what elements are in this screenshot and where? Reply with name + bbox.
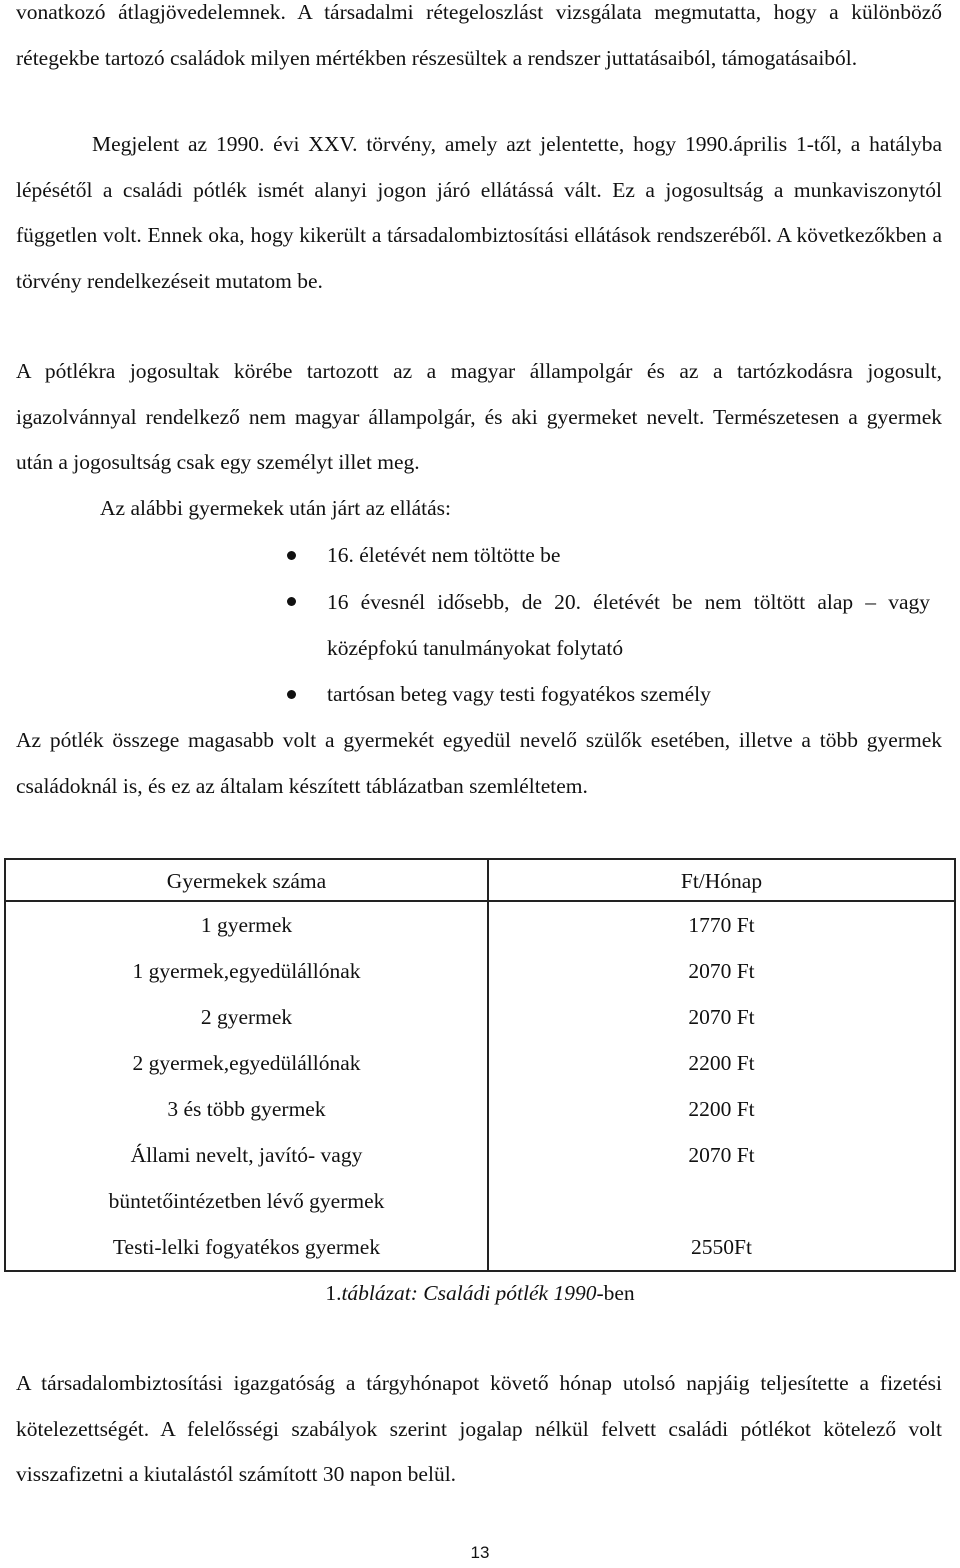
table-row: [5, 901, 955, 1270]
paragraph-law-1990: Megjelent az 1990. évi XXV. törvény, amely azt jelentette, hogy 1990.április 1-től, a hatályba lépésétől a családi pótlék ismét alanyi jogon járó ellátássá vált. Ez a jogosultság a munkaviszonytól független volt. Ennek oka, hogy kikerült a társadalombiztosítási ellátások rendszeréből. A következőkben a törvény rendelkezéseit mutatom be.: [16, 132, 942, 293]
table-header-row: [5, 859, 955, 901]
bullet-dot-icon: [287, 551, 296, 560]
paragraph-intro: vonatkozó átlagjövedelemnek. A társadalmi rétegeloszlást vizsgálata megmutatta, hogy a különböző rétegekbe tartozó családok milyen mértékben részesültek a rendszer juttatásaiból, támogatásaiból.: [16, 0, 942, 70]
table-caption: 1.táblázat: Családi pótlék 1990-ben: [325, 1281, 635, 1305]
table-cell: 1 gyermek 1 gyermek,egyedülállónak 2 gyermek 2 gyermek,egyedülállónak 3 és több gyermek Állami nevelt, javító- vagy büntetőintézetben lévő gyermek Testi-lelki fogyatékos gyermek: [5, 901, 488, 1270]
paragraph-amount: Az pótlék összege magasabb volt a gyermekét egyedül nevelő szülők esetében, illetve a több gyermek családoknál is, és ez az általam készített táblázatban szemléltetem.: [16, 728, 942, 798]
bullet-dot-icon: [287, 597, 296, 606]
table-header-cell: Ft/Hónap: [488, 859, 955, 901]
list-intro: Az alábbi gyermekek után járt az ellátás:: [100, 496, 452, 520]
list-item: 16 évesnél idősebb, de 20. életévét be nem töltött alap – vagy középfokú tanulmányokat folytató: [327, 590, 930, 660]
paragraph-payment: A társadalombiztosítási igazgatóság a tárgyhónapot követő hónap utolsó napjáig teljesítette a fizetési kötelezettségét. A felelősségi szabályok szerint jogalap nélkül felvett családi pótlékot kötelező volt visszafizetni a kiutalástól számított 30 napon belül.: [16, 1371, 942, 1486]
list-item: tartósan beteg vagy testi fogyatékos személy: [327, 682, 711, 706]
allowance-table: [4, 858, 956, 1272]
paragraph-eligibility: A pótlékra jogosultak körébe tartozott az a magyar állampolgár és az a tartózkodásra jogosult, igazolvánnyal rendelkező nem magyar állampolgár, és aki gyermeket nevelt. Természetesen a gyermek után a jogosultság csak egy személyt illet meg.: [16, 359, 942, 474]
list-item: 16. életévét nem töltötte be: [327, 543, 561, 567]
bullet-dot-icon: [287, 690, 296, 699]
table-header-cell: Gyermekek száma: [5, 859, 488, 901]
page-number: 13: [470, 1543, 490, 1562]
table-cell: 1770 Ft 2070 Ft 2070 Ft 2200 Ft 2200 Ft 2070 Ft 2550Ft: [488, 901, 955, 1270]
